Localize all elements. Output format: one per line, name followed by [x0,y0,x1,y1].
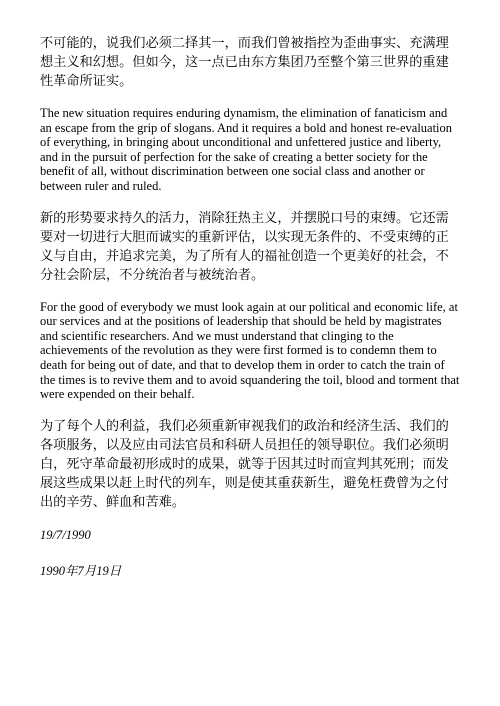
date-en: 19/7/1990 [40,527,91,542]
paragraph-zh-2: 新的形势要求持久的活力，消除狂热主义，并摆脱口号的束缚。它还需要对一切进行大胆而诚实的重新评估，以实现无条件的、不受束缚的正义与自由，并追求完美，为了所有人的福祉创造一个更美好的社会，不分社会阶层，不分统治者与被统治者。 [40,210,449,283]
paragraph-en-1: The new situation requires enduring dynamism, the elimination of fanaticism and an escape from the grip of slogans. And it requires a bold and honest re-evaluation of everything, in bringing about unconditional and unfettered justice and liberty, and in the pursuit of perfection for the sake of creating a better society for the benefit of all, without discrimination between one social class and another or between ruler and ruled. [40,106,453,193]
paragraph-zh-3: 为了每个人的利益，我们必须重新审视我们的政治和经济生活、我们的各项服务，以及应由司法官员和科研人员担任的领导职位。我们必须明白，死守革命最初形成时的成果，就等于因其过时而宣判其死刑；而发展这些成果以赶上时代的列车，则是使其重获新生，避免枉费曾为之付出的辛劳、鲜血和苦难。 [40,418,449,510]
paragraph-en-2: For the good of everybody we must look again at our political and economic life, at our services and at the positions of leadership that should be held by magistrates and scientific researchers. And we must understand that clinging to the achievements of the revolution as they were first formed is to condemn them to death for being out of date, and that to develop them in order to catch the train of the times is to revive them and to avoid squandering the toil, blood and torment that were expended on their behalf. [40,299,460,402]
document-page [40,34,460,579]
date-zh: 1990年7月19日 [40,563,122,578]
paragraph-zh-1: 不可能的，说我们必须二择其一，而我们曾被指控为歪曲事实、充满理想主义和幻想。但如今，这一点已由东方集团乃至整个第三世界的重建性革命所证实。 [40,36,449,89]
